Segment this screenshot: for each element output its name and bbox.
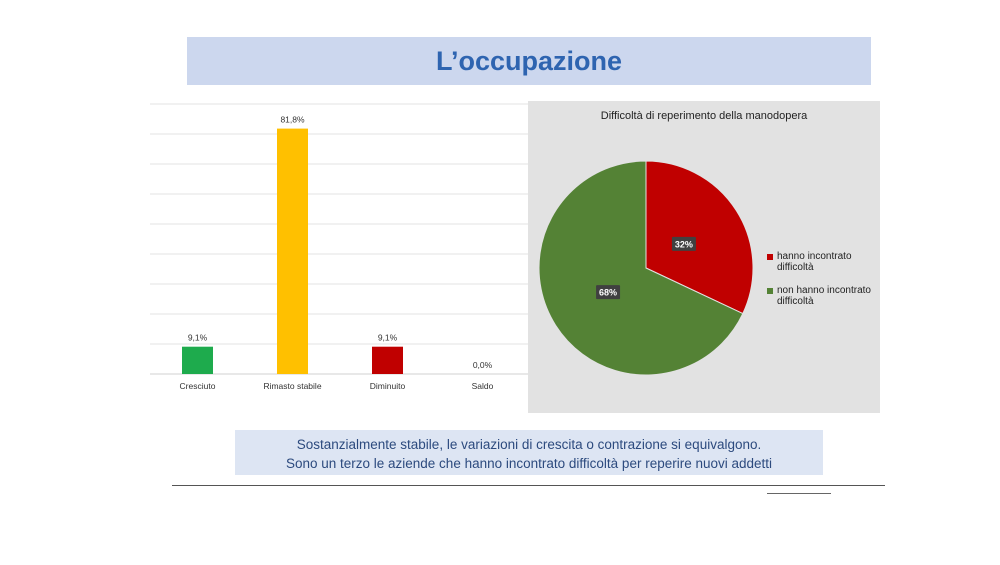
legend-swatch-non-hanno <box>767 288 773 294</box>
legend-swatch-hanno <box>767 254 773 260</box>
bar-diminuito <box>372 347 403 374</box>
divider-line <box>172 485 885 486</box>
pie-value-label: 32% <box>674 239 693 250</box>
title-banner <box>187 37 871 85</box>
pie-chart-title: Difficoltà di reperimento della manodopera <box>600 110 808 122</box>
bar-rimasto-stabile <box>277 129 308 374</box>
bar-value-label: 9,1% <box>187 332 208 343</box>
x-tick-label: Diminuito <box>369 381 406 391</box>
summary-line-2: Sono un terzo le aziende che hanno incontrato difficoltà per reperire nuovi addetti <box>285 456 773 471</box>
summary-box <box>235 430 823 475</box>
divider-line-small <box>767 493 831 494</box>
pie-chart-panel <box>528 101 880 413</box>
x-tick-label: Rimasto stabile <box>263 381 322 391</box>
legend-label-non-hanno: non hanno incontrato difficoltà <box>777 285 871 307</box>
bar-value-label: 0,0% <box>472 360 493 370</box>
bar-chart <box>150 100 530 400</box>
page-title: L’occupazione <box>435 45 623 76</box>
legend-label-hanno: hanno incontrato difficoltà <box>777 251 852 273</box>
bar-value-label: 9,1% <box>377 332 398 343</box>
bar-cresciuto <box>182 347 213 374</box>
legend-item-hanno <box>767 251 879 273</box>
x-tick-label: Cresciuto <box>179 381 216 391</box>
pie-legend <box>767 251 879 319</box>
bar-value-label: 81,8% <box>280 114 305 125</box>
pie-value-label: 68% <box>599 287 618 298</box>
x-tick-label: Saldo <box>471 381 494 391</box>
summary-line-1: Sostanzialmente stabile, le variazioni di crescita o contrazione si equivalgono. <box>296 437 762 452</box>
legend-item-non-hanno <box>767 285 879 307</box>
